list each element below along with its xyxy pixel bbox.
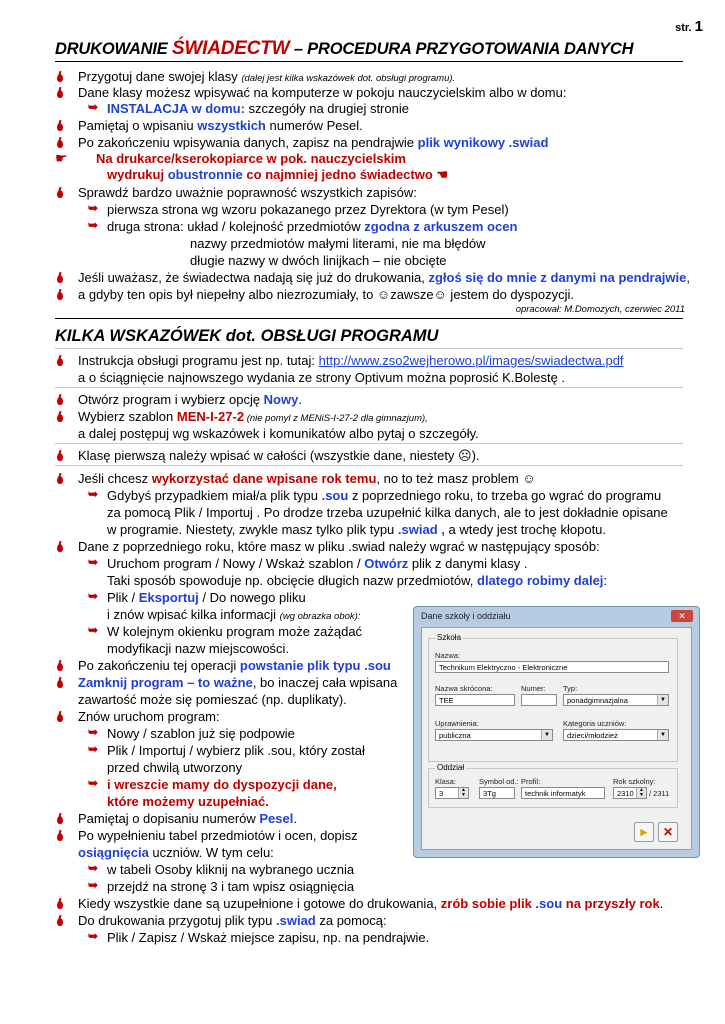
s1-line7: wydrukuj obustronnie co najmniej jedno świadectwo ☚ bbox=[107, 167, 449, 182]
short-name-field[interactable]: TEE bbox=[435, 694, 515, 706]
s2-line30: w tabeli Osoby kliknij na wybranego ucznia bbox=[107, 862, 355, 877]
s2-line1: Instrukcja obsługi programu jest np. tutaj: http://www.zso2wejherowo.pl/images/swiadectwa.pdf bbox=[78, 353, 624, 368]
bullet-icon bbox=[55, 86, 65, 98]
s1-line6: Na drukarce/kserokopiarce w pok. nauczycielskim bbox=[96, 151, 406, 166]
school-group: Szkoła Nazwa: Technikum Elektryczno - Elektroniczne Nazwa skrócona: TEE Numer: Typ: ponadgimnazjalna ▼ Uprawnienia: publiczna ▼ Kategoria uczniów: dzieci/młodzież ▼ bbox=[428, 638, 678, 762]
arrow-icon: ➥ bbox=[88, 861, 99, 875]
arrow-icon: ➥ bbox=[88, 201, 99, 215]
bullet-icon bbox=[55, 393, 65, 405]
bullet-icon bbox=[55, 472, 65, 484]
section-rule bbox=[55, 318, 683, 319]
chevron-down-icon: ▼ bbox=[657, 695, 668, 705]
page-number: str. 1 bbox=[675, 18, 703, 35]
s2-line23: Plik / Importuj / wybierz plik .sou, który został bbox=[107, 743, 365, 758]
s1-line10: druga strona: układ / kolejność przedmiotów zgodna z arkuszem ocen bbox=[107, 219, 518, 234]
dialog-title: Dane szkoły i oddziału bbox=[421, 611, 511, 621]
s2-line17: modyfikacji nazw miejscowości. bbox=[107, 641, 290, 656]
divider bbox=[55, 387, 683, 388]
s1-line11: nazwy przedmiotów małymi literami, nie ma błędów bbox=[190, 236, 486, 251]
chevron-down-icon: ▼ bbox=[541, 730, 552, 740]
arrow-icon: ➥ bbox=[88, 100, 99, 114]
class-label: Klasa: bbox=[435, 777, 456, 786]
s2-line4: Wybierz szablon MEN-I-27-2 (nie pomyl z MENiS-I-27-2 dla gimnazjum), bbox=[78, 409, 428, 424]
bullet-icon bbox=[55, 186, 65, 198]
s1-line5: Po zakończeniu wpisywania danych, zapisz na pendrajwie plik wynikowy .swiad bbox=[78, 135, 549, 150]
credit: opracował: M.Domozych, czerwiec 2011 bbox=[515, 304, 685, 315]
s2-line34: Plik / Zapisz / Wskaż miejsce zapisu, np. na pendrajwie. bbox=[107, 930, 430, 945]
bullet-icon bbox=[55, 812, 65, 824]
s1-line1: Przygotuj dane swojej klasy (dalej jest kilka wskazówek dot. obsługi programu). bbox=[78, 69, 456, 84]
arrow-icon: ➥ bbox=[88, 218, 99, 232]
s2-line33: Do drukowania przygotuj plik typu .swiad za pomocą: bbox=[78, 913, 387, 928]
s2-line11: Dane z poprzedniego roku, które masz w pliku .swiad należy wgrać w następujący sposób: bbox=[78, 539, 600, 554]
s2-line18: Po zakończeniu tej operacji powstanie plik typu .sou bbox=[78, 658, 391, 673]
s2-line10: w programie. Niestety, zwykle masz tylko plik typu .swiad , a wtedy jest trochę kłopotu. bbox=[107, 522, 607, 537]
cancel-button[interactable]: ✕ bbox=[658, 822, 678, 842]
bullet-icon bbox=[55, 70, 65, 82]
s2-line3: Otwórz program i wybierz opcję Nowy. bbox=[78, 392, 302, 407]
arrow-icon: ➥ bbox=[88, 776, 99, 790]
divider bbox=[55, 443, 683, 444]
bullet-icon bbox=[55, 659, 65, 671]
s2-line8: Gdybyś przypadkiem miał/a plik typu .sou z poprzedniego roku, to trzeba go wgrać do programu bbox=[107, 488, 662, 503]
bullet-icon bbox=[55, 119, 65, 131]
profile-label: Profil: bbox=[521, 777, 541, 786]
class-group: Oddział Klasa: 3 ▲ ▼ Symbol od.: 3Tg Profil: technik informatyk Rok szkolny: 2310 ▲ ▼ / 2311 bbox=[428, 768, 678, 808]
page-title: DRUKOWANIE ŚWIADECTW – PROCEDURA PRZYGOTOWANIA DANYCH bbox=[55, 38, 634, 59]
short-name-label: Nazwa skrócona: bbox=[435, 684, 493, 693]
close-icon[interactable]: ✕ bbox=[671, 610, 693, 622]
hand-pointer-icon: ☛ bbox=[55, 150, 68, 166]
s2-line15: i znów wpisać kilka informacji (wg obrazka obok): bbox=[107, 607, 361, 622]
arrow-icon: ➥ bbox=[88, 487, 99, 501]
spinner-icon: ▲ ▼ bbox=[636, 788, 646, 798]
s2-line12: Uruchom program / Nowy / Wskaż szablon / Otwórz plik z danymi klasy . bbox=[107, 556, 528, 571]
bullet-icon bbox=[55, 914, 65, 926]
divider bbox=[55, 348, 683, 349]
manual-link[interactable]: http://www.zso2wejherowo.pl/images/swiadectwa.pdf bbox=[318, 353, 624, 368]
dialog-body bbox=[421, 627, 692, 850]
year-stepper[interactable]: 2310 ▲ ▼ bbox=[613, 787, 647, 799]
bullet-icon bbox=[55, 136, 65, 148]
title-rule bbox=[55, 61, 683, 62]
s2-line26: które możemy uzupełniać. bbox=[107, 794, 269, 809]
number-field[interactable] bbox=[521, 694, 557, 706]
bullet-icon bbox=[55, 676, 65, 688]
category-select[interactable]: dzieci/młodzież ▼ bbox=[563, 729, 669, 741]
type-label: Typ: bbox=[563, 684, 578, 693]
spinner-icon: ▲ ▼ bbox=[458, 788, 468, 798]
s2-line16: W kolejnym okienku program może zażądać bbox=[107, 624, 363, 639]
s2-line22: Nowy / szablon już się podpowie bbox=[107, 726, 295, 741]
s2-line7: Jeśli chcesz wykorzystać dane wpisane rok temu, no to też masz problem ☺ bbox=[78, 471, 536, 486]
s2-line27: Pamiętaj o dopisaniu numerów Pesel. bbox=[78, 811, 297, 826]
bullet-icon bbox=[55, 540, 65, 552]
bullet-icon bbox=[55, 829, 65, 841]
name-field[interactable]: Technikum Elektryczno - Elektroniczne bbox=[435, 661, 669, 673]
s1-line4: Pamiętaj o wpisaniu wszystkich numerów Pesel. bbox=[78, 118, 363, 133]
bullet-icon bbox=[55, 271, 65, 283]
s2-line31: przejdź na stronę 3 i tam wpisz osiągnięcia bbox=[107, 879, 355, 894]
s1-line9: pierwsza strona wg wzoru pokazanego przez Dyrektora (w tym Pesel) bbox=[107, 202, 509, 217]
chevron-down-icon: ▼ bbox=[657, 730, 668, 740]
arrow-icon: ➥ bbox=[88, 742, 99, 756]
s1-line13: Jeśli uważasz, że świadectwa nadają się już do drukowania, zgłoś się do mnie z danymi na pendrajwie, bbox=[78, 270, 690, 285]
s2-line28: Po wypełnieniu tabel przedmiotów i ocen, dopisz bbox=[78, 828, 358, 843]
s1-line2: Dane klasy możesz wpisywać na komputerze w pokoju nauczycielskim albo w domu: bbox=[78, 85, 567, 100]
school-data-dialog bbox=[413, 606, 700, 858]
name-label: Nazwa: bbox=[435, 651, 461, 660]
s2-line13: Taki sposób spowoduje np. obcięcie długich nazw przedmiotów, dlatego robimy dalej: bbox=[107, 573, 608, 588]
bullet-icon bbox=[55, 288, 65, 300]
s2-line14: Plik / Eksportuj / Do nowego pliku bbox=[107, 590, 306, 605]
ok-button[interactable]: ► bbox=[634, 822, 654, 842]
s2-line21: Znów uruchom program: bbox=[78, 709, 220, 724]
symbol-label: Symbol od.: bbox=[479, 777, 519, 786]
number-label: Numer: bbox=[521, 684, 546, 693]
s2-line32: Kiedy wszystkie dane są uzupełnione i gotowe do drukowania, zrób sobie plik .sou na przyszły rok. bbox=[78, 896, 664, 911]
profile-field[interactable]: technik informatyk bbox=[521, 787, 605, 799]
arrow-icon: ➥ bbox=[88, 623, 99, 637]
arrow-icon: ➥ bbox=[88, 725, 99, 739]
type-select[interactable]: ponadgimnazjalna ▼ bbox=[563, 694, 669, 706]
arrow-icon: ➥ bbox=[88, 555, 99, 569]
s2-line24: przed chwilą utworzony bbox=[107, 760, 243, 775]
s1-line12: długie nazwy w dwóch linijkach – nie obcięte bbox=[190, 253, 447, 268]
hand-pointer-icon: ☚ bbox=[436, 167, 449, 182]
arrow-icon: ➥ bbox=[88, 589, 99, 603]
class-stepper[interactable]: 3 ▲ ▼ bbox=[435, 787, 469, 799]
s1-line3: INSTALACJA w domu: szczegóły na drugiej stronie bbox=[107, 101, 409, 116]
s1-line14: a gdyby ten opis był niepełny albo niezrozumiały, to ☺zawsze☺ jestem do dyspozycji. bbox=[78, 287, 574, 302]
s2-line6: Klasę pierwszą należy wpisać w całości (wszystkie dane, niestety ☹). bbox=[78, 448, 480, 463]
bullet-icon bbox=[55, 354, 65, 366]
category-label: Kategoria uczniów: bbox=[563, 719, 627, 728]
s2-line25: i wreszcie mamy do dyspozycji dane, bbox=[107, 777, 337, 792]
rights-select[interactable]: publiczna ▼ bbox=[435, 729, 553, 741]
arrow-icon: ➥ bbox=[88, 878, 99, 892]
s2-line9: za pomocą Plik / Importuj . Po drodze trzeba uzupełnić kilka danych, ale to jest dokładnie opisane bbox=[107, 505, 668, 520]
bullet-icon bbox=[55, 449, 65, 461]
year-suffix: / 2311 bbox=[649, 789, 670, 798]
s2-line20: zawartość może się pomieszać (np. duplikaty). bbox=[78, 692, 347, 707]
bullet-icon bbox=[55, 897, 65, 909]
s1-line8: Sprawdź bardzo uważnie poprawność wszystkich zapisów: bbox=[78, 185, 417, 200]
s2-line2: a o ściągnięcie najnowszego wydania ze strony Optivum można poprosić K.Bolestę . bbox=[78, 370, 566, 385]
divider bbox=[55, 465, 683, 466]
symbol-field[interactable]: 3Tg bbox=[479, 787, 515, 799]
s2-line19: Zamknij program – to ważne, bo inaczej cała wpisana bbox=[78, 675, 398, 690]
s2-line5: a dalej postępuj wg wskazówek i komunikatów albo pytaj o szczegóły. bbox=[78, 426, 479, 441]
rights-label: Uprawnienia: bbox=[435, 719, 479, 728]
year-label: Rok szkolny: bbox=[613, 777, 656, 786]
s2-line29: osiągnięcia uczniów. W tym celu: bbox=[78, 845, 274, 860]
section-title: KILKA WSKAZÓWEK dot. OBSŁUGI PROGRAMU bbox=[55, 327, 439, 345]
bullet-icon bbox=[55, 410, 65, 422]
arrow-icon: ➥ bbox=[88, 929, 99, 943]
bullet-icon bbox=[55, 710, 65, 722]
